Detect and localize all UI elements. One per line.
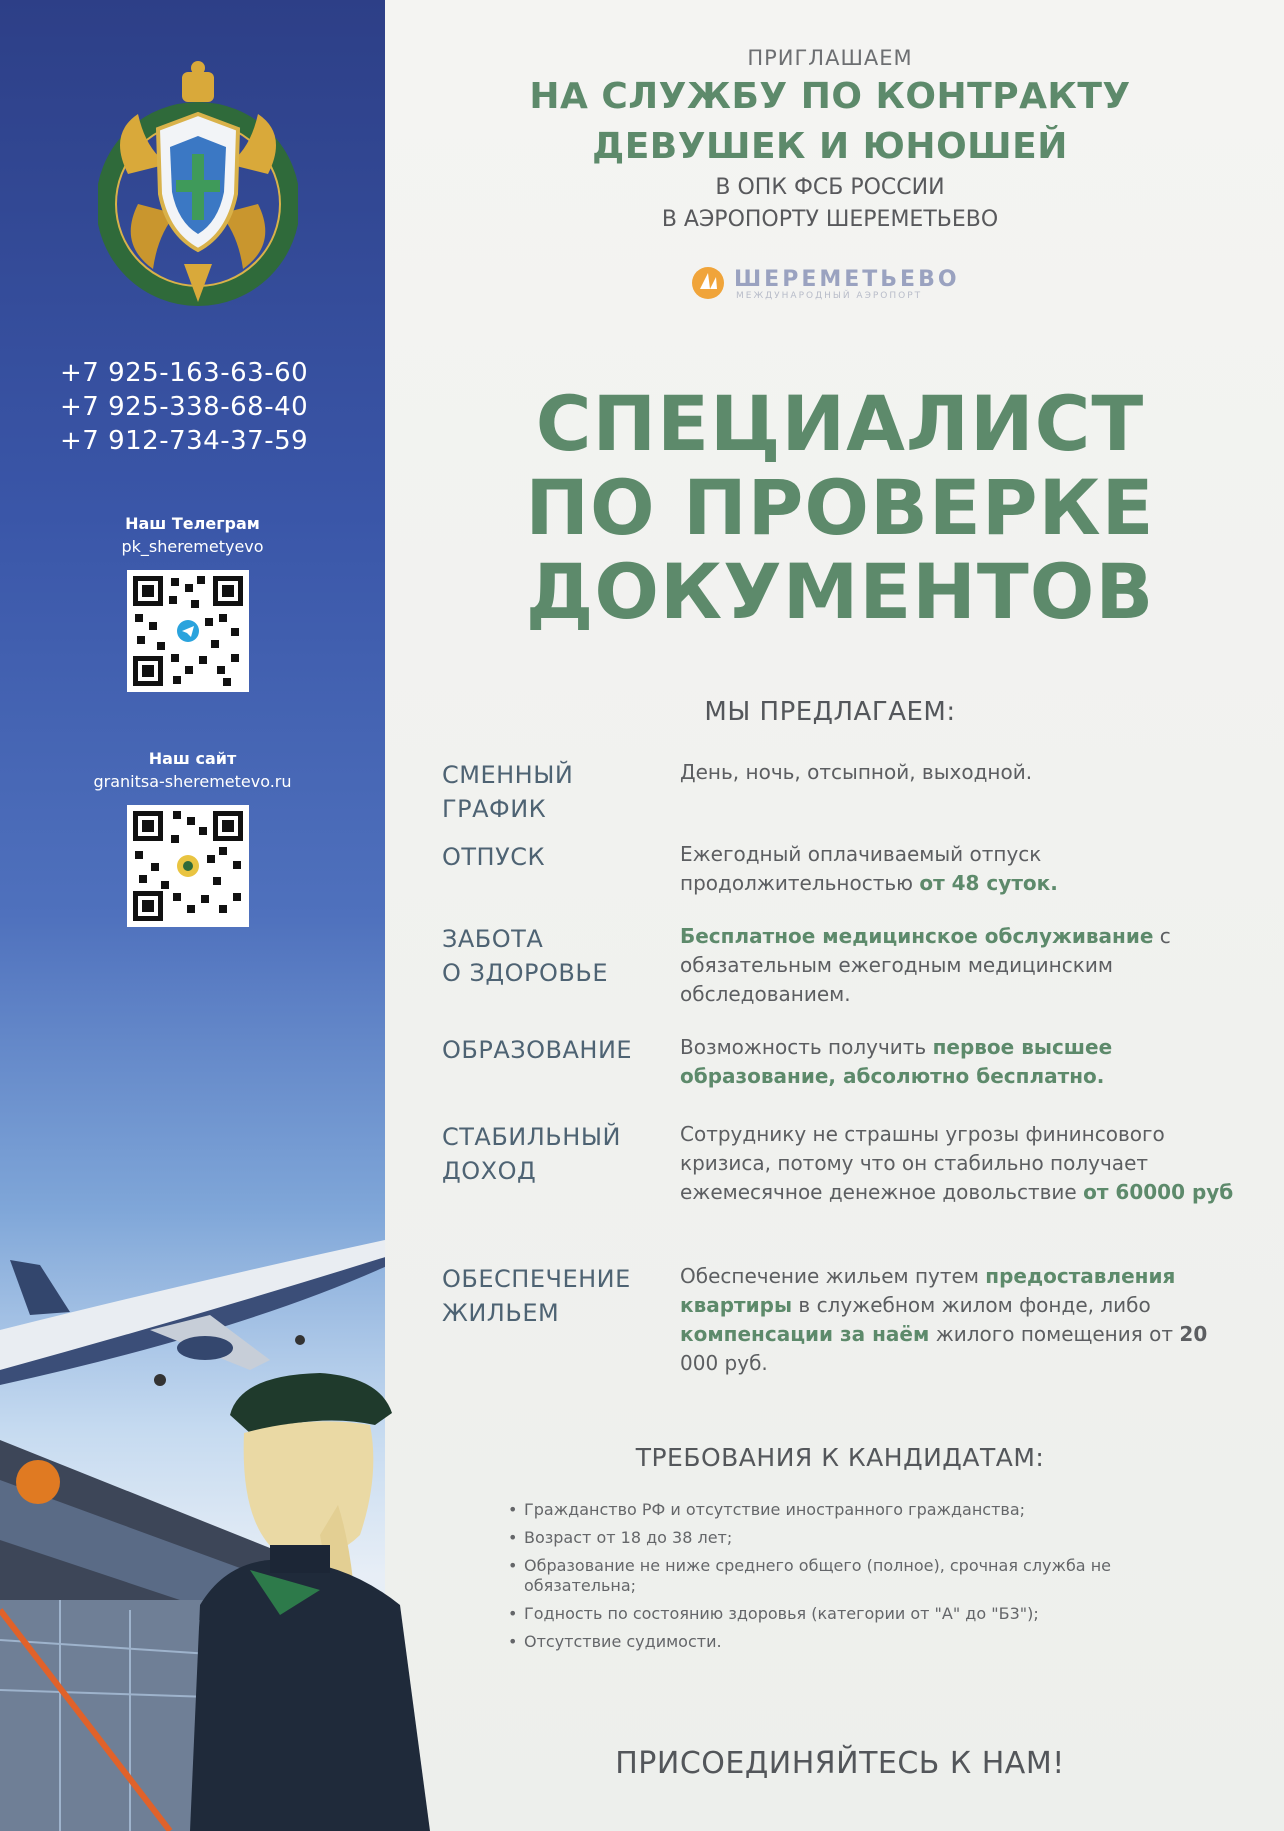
requirements-list [508, 1500, 1168, 1660]
title-line-1: СПЕЦИАЛИСТ [535, 379, 1145, 468]
phone-1[interactable]: +7 925-163-63-60 [60, 358, 309, 388]
list-item: • Возраст от 18 до 38 лет; [508, 1528, 1168, 1548]
telegram-qr-code[interactable] [127, 570, 249, 692]
requirements-heading: ТРЕБОВАНИЯ К КАНДИДАТАМ: [635, 1443, 1045, 1472]
offer-label: ОТПУСК [442, 843, 546, 871]
offer-text: Бесплатное медицинское обслуживание с обязательным ежегодным медицинским обследованием. [680, 924, 1171, 1006]
offer-text: Возможность получить первое высшее образование, абсолютно бесплатно. [680, 1035, 1113, 1088]
list-item: • Отсутствие судимости. [508, 1632, 1168, 1652]
offer-text: День, ночь, отсыпной, выходной. [680, 760, 1033, 784]
list-item: • Годность по состоянию здоровья (категории от "А" до "Б3"); [508, 1604, 1168, 1624]
offer-label: ОБЕСПЕЧЕНИЕ ЖИЛЬЕМ [442, 1265, 631, 1327]
site-caption [0, 747, 385, 793]
offer-text: Сотруднику не страшны угрозы фининсового кризиса, потому что он стабильно получает ежемесячное денежное довольствие от 60000 руб [680, 1122, 1234, 1204]
position-title [500, 379, 1180, 636]
offer-text: Обеспечение жильем путем предоставления квартиры в служебном жилом фонде, либо компенсации за наём жилого помещения от 20 000 руб. [680, 1264, 1208, 1375]
offer-label: ЗАБОТА О ЗДОРОВЬЕ [442, 925, 609, 987]
invitation-header [460, 44, 1200, 236]
offer-label: СТАБИЛЬНЫЙ ДОХОД [442, 1123, 621, 1185]
sheremetyevo-logo-icon [690, 265, 726, 301]
sheremetyevo-logo-text: ШЕРЕМЕТЬЕВО [734, 267, 960, 292]
officer-illustration [170, 1355, 470, 1831]
telegram-caption [0, 512, 385, 558]
offer-text: Ежегодный оплачиваемый отпуск продолжительностью от 48 суток. [680, 842, 1058, 895]
offer-label: ОБРАЗОВАНИЕ [442, 1036, 633, 1064]
join-us-slogan: ПРИСОЕДИНЯЙТЕСЬ К НАМ! [615, 1746, 1065, 1781]
invite-line-organization: В ОПК ФСБ РОССИИ [715, 175, 945, 200]
sheremetyevo-logo-subtext: МЕЖДУНАРОДНЫЙ АЭРОПОРТ [736, 291, 923, 301]
sheremetyevo-logo [690, 265, 990, 301]
title-line-2: ПО ПРОВЕРКЕ [525, 463, 1155, 552]
invite-line-contract: НА СЛУЖБУ ПО КОНТРАКТУ [529, 76, 1131, 117]
offer-label: СМЕННЫЙ ГРАФИК [442, 761, 574, 823]
telegram-label: Наш Телеграм [125, 514, 260, 533]
site-label: Наш сайт [148, 749, 237, 768]
invite-line-audience: ДЕВУШЕК И ЮНОШЕЙ [592, 126, 1068, 167]
phone-2[interactable]: +7 925-338-68-40 [60, 392, 309, 422]
phone-list [60, 356, 340, 458]
site-qr-code[interactable] [127, 805, 249, 927]
list-item: • Гражданство РФ и отсутствие иностранного гражданства; [508, 1500, 1168, 1520]
telegram-handle[interactable]: pk_sheremetyevo [121, 537, 264, 556]
title-line-3: ДОКУМЕНТОВ [525, 547, 1155, 636]
site-url[interactable]: granitsa-sheremetevo.ru [93, 772, 292, 791]
invite-line-airport: В АЭРОПОРТУ ШЕРЕМЕТЬЕВО [661, 207, 999, 232]
phone-3[interactable]: +7 912-734-37-59 [60, 426, 309, 456]
offer-heading: МЫ ПРЕДЛАГАЕМ: [704, 697, 956, 727]
border-guard-emblem [98, 54, 298, 316]
invite-text: ПРИГЛАШАЕМ [747, 46, 913, 70]
list-item: • Образование не ниже среднего общего (полное), срочная служба не обязательна; [508, 1556, 1168, 1596]
